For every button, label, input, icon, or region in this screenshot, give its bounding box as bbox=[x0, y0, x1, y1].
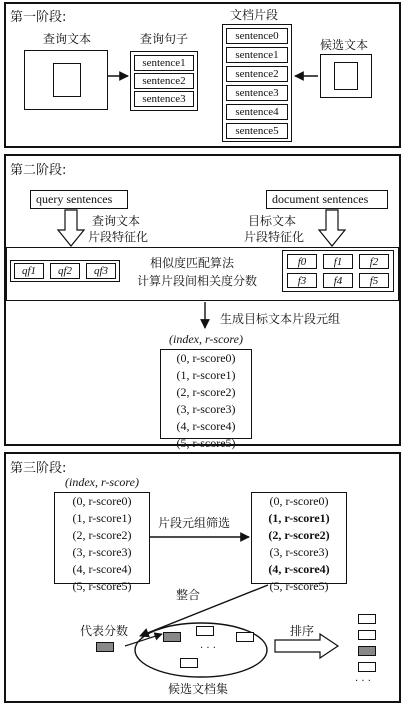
query-sentence-2: sentence2 bbox=[134, 73, 194, 89]
stage3-right-tuple-3: (3, r-score3) bbox=[269, 545, 329, 559]
left-label-2: 片段特征化 bbox=[88, 230, 149, 244]
ellipse-dots: · · · bbox=[200, 643, 216, 654]
doc-fragments-label: 文档片段 bbox=[230, 8, 279, 22]
stage3-left-tuple-2: (2, r-score2) bbox=[72, 528, 132, 542]
doc-fragment-0: sentence0 bbox=[226, 28, 288, 44]
stage3-right-tuple-2: (2, r-score2) bbox=[268, 528, 330, 542]
doc-gray-box bbox=[163, 632, 181, 642]
stage3-right-tuple-4: (4, r-score4) bbox=[268, 562, 330, 576]
stage3-left-tuple-5: (5, r-score5) bbox=[72, 579, 132, 593]
stage2-tuple-5: (5, r-score5) bbox=[176, 436, 236, 450]
query-sentences-text: query sentences bbox=[36, 192, 113, 206]
stage3-left-tuple-1: (1, r-score1) bbox=[72, 511, 132, 525]
stage3-right-tuple-0: (0, r-score0) bbox=[269, 494, 329, 508]
candidate-text-inner bbox=[334, 62, 358, 90]
sorted-box-1 bbox=[358, 614, 376, 624]
doc-fragment-4: sentence4 bbox=[226, 104, 288, 120]
stage2-tuple-3: (3, r-score3) bbox=[176, 402, 236, 416]
sort-label: 排序 bbox=[290, 624, 315, 638]
relevance-score-label: 计算片段间相关度分数 bbox=[137, 274, 258, 288]
qf-1: qf1 bbox=[14, 263, 44, 279]
stage2-tuple-2: (2, r-score2) bbox=[176, 385, 236, 399]
f-4: f4 bbox=[323, 273, 353, 288]
sorted-box-3 bbox=[358, 662, 376, 672]
f-0: f0 bbox=[287, 254, 317, 269]
right-label-1: 目标文本 bbox=[248, 214, 297, 228]
doc-fragment-5: sentence5 bbox=[226, 123, 288, 139]
qf-2: qf2 bbox=[50, 263, 80, 279]
stage3-left-tuples bbox=[54, 493, 150, 595]
right-label-2: 片段特征化 bbox=[244, 230, 305, 244]
query-sentence-1: sentence1 bbox=[134, 55, 194, 71]
candidate-set-label: 候选文档集 bbox=[168, 682, 229, 696]
doc-box-2 bbox=[236, 632, 254, 642]
sorted-box-gray bbox=[358, 646, 376, 656]
stage2-tuple-header: (index, r-score) bbox=[169, 332, 243, 346]
generate-tuples-label: 生成目标文本片段元组 bbox=[220, 312, 341, 326]
query-text-box bbox=[24, 50, 108, 110]
stage3-title: 第三阶段: bbox=[10, 461, 67, 476]
stage2-tuple-0: (0, r-score0) bbox=[176, 351, 236, 365]
stage3-left-tuple-3: (3, r-score3) bbox=[72, 545, 132, 559]
stage3-left-header: (index, r-score) bbox=[65, 475, 139, 489]
qf-3: qf3 bbox=[86, 263, 116, 279]
rep-score-label: 代表分数 bbox=[80, 624, 129, 638]
stage1-title: 第一阶段: bbox=[10, 10, 67, 25]
left-label-1: 查询文本 bbox=[92, 214, 141, 228]
f-2: f2 bbox=[359, 254, 389, 269]
doc-fragment-3: sentence3 bbox=[226, 85, 288, 101]
candidate-text-label: 候选文本 bbox=[320, 38, 369, 52]
stage3-right-tuples bbox=[251, 493, 347, 595]
stage2-tuples bbox=[160, 350, 252, 452]
sorted-box-2 bbox=[358, 630, 376, 640]
stage3-left-tuple-4: (4, r-score4) bbox=[72, 562, 132, 576]
stage2-tuple-4: (4, r-score4) bbox=[176, 419, 236, 433]
stage2-title: 第二阶段: bbox=[10, 163, 67, 178]
stage3-right-tuple-1: (1, r-score1) bbox=[268, 511, 330, 525]
query-text-label: 查询文本 bbox=[43, 32, 92, 46]
doc-box-1 bbox=[196, 626, 214, 636]
similarity-algorithm-label: 相似度匹配算法 bbox=[150, 256, 235, 270]
stage3-right-tuple-5: (5, r-score5) bbox=[269, 579, 329, 593]
query-sentences-label: 查询句子 bbox=[140, 32, 189, 46]
candidate-text-box bbox=[320, 54, 372, 98]
stage2-tuple-1: (1, r-score1) bbox=[176, 368, 236, 382]
sorted-dots: · · · bbox=[355, 676, 371, 687]
f-5: f5 bbox=[359, 273, 389, 288]
stage3-left-tuple-0: (0, r-score0) bbox=[72, 494, 132, 508]
doc-fragment-1: sentence1 bbox=[226, 47, 288, 63]
query-sentence-3: sentence3 bbox=[134, 91, 194, 107]
query-text-inner bbox=[53, 63, 81, 97]
rep-score-box bbox=[96, 642, 114, 652]
doc-fragment-2: sentence2 bbox=[226, 66, 288, 82]
filter-label: 片段元组筛选 bbox=[158, 516, 231, 530]
integrate-label: 整合 bbox=[176, 588, 201, 602]
f-1: f1 bbox=[323, 254, 353, 269]
f-3: f3 bbox=[287, 273, 317, 288]
document-sentences-text: document sentences bbox=[272, 192, 369, 206]
doc-box-3 bbox=[180, 658, 198, 668]
